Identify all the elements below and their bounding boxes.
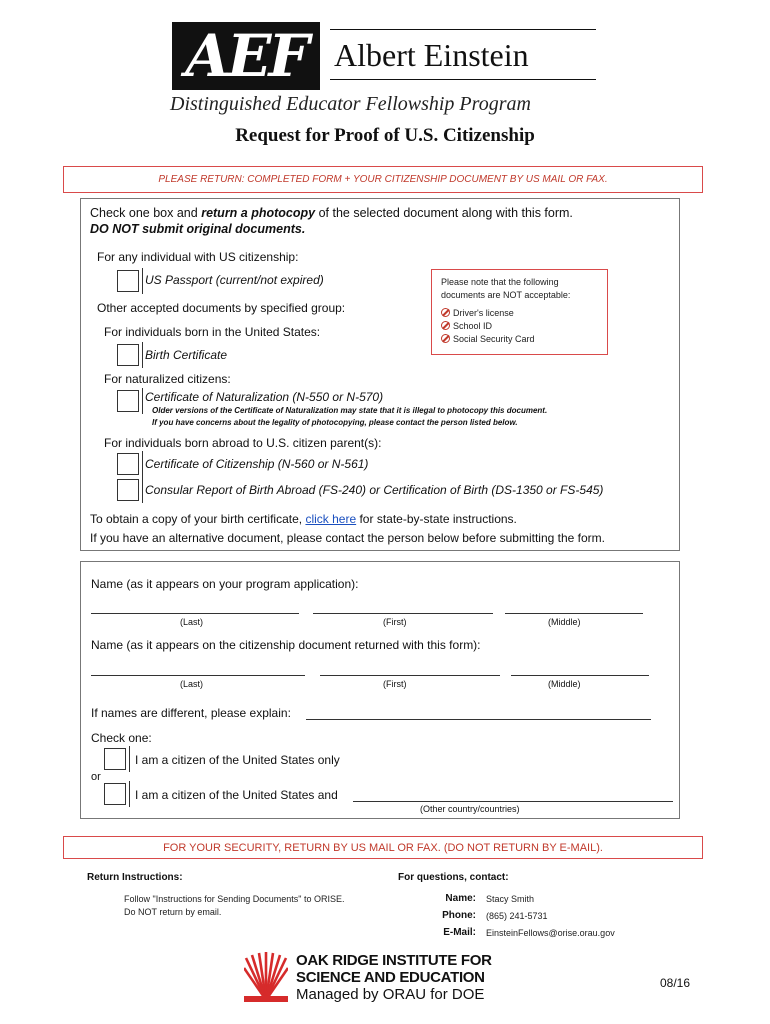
contact-name-label: Name: bbox=[445, 893, 476, 904]
contact-name-value: Stacy Smith bbox=[486, 894, 535, 904]
aef-logo: AEF bbox=[172, 22, 320, 90]
instruction-text-bold: return a photocopy bbox=[201, 206, 316, 220]
us-only-label: I am a citizen of the United States only bbox=[135, 753, 340, 767]
birth-certificate-checkbox[interactable] bbox=[117, 344, 139, 366]
us-passport-label: US Passport (current/not expired) bbox=[145, 273, 324, 287]
us-passport-checkbox[interactable] bbox=[117, 270, 139, 292]
other-country-label: (Other country/countries) bbox=[420, 804, 520, 814]
other-documents-heading: Other accepted documents by specified group: bbox=[97, 301, 346, 315]
name-program-label: Name (as it appears on your program application): bbox=[91, 577, 359, 591]
name-information-box bbox=[80, 561, 680, 819]
birth-certificate-copy-line bbox=[90, 512, 517, 526]
last-name-document-input[interactable] bbox=[91, 675, 305, 676]
naturalization-note-1: Older versions of the Certificate of Naturalization may state that it is illegal to photocopy this document. bbox=[152, 406, 548, 415]
first-name-program-input[interactable] bbox=[313, 613, 493, 614]
name-document-label: Name (as it appears on the citizenship document returned with this form): bbox=[91, 638, 481, 652]
consular-report-checkbox[interactable] bbox=[117, 479, 139, 501]
orise-name-line-2: SCIENCE AND EDUCATION bbox=[296, 969, 485, 986]
last-label: (Last) bbox=[180, 679, 204, 689]
divider bbox=[142, 477, 143, 503]
contact-heading: For questions, contact: bbox=[398, 872, 509, 883]
not-acceptable-drivers-license: Driver's license bbox=[453, 308, 514, 318]
note-intro-2: documents are NOT acceptable: bbox=[441, 290, 571, 300]
page-title: Request for Proof of U.S. Citizenship bbox=[235, 125, 535, 146]
born-us-heading: For individuals born in the United States: bbox=[104, 325, 321, 339]
instruction-line-1 bbox=[90, 206, 573, 220]
divider bbox=[129, 781, 130, 807]
us-only-checkbox[interactable] bbox=[104, 748, 126, 770]
program-subtitle: Distinguished Educator Fellowship Program bbox=[170, 93, 531, 115]
contact-phone-label: Phone: bbox=[442, 910, 476, 921]
check-one-label: Check one: bbox=[91, 731, 152, 745]
orise-managed-by: Managed by ORAU for DOE bbox=[296, 986, 485, 1003]
prohibited-icon bbox=[441, 334, 450, 343]
last-label: (Last) bbox=[180, 617, 204, 627]
naturalization-checkbox[interactable] bbox=[117, 390, 139, 412]
citizenship-certificate-label: Certificate of Citizenship (N-560 or N-561) bbox=[145, 457, 369, 471]
birth-certificate-label: Birth Certificate bbox=[145, 348, 228, 362]
state-instructions-link[interactable]: click here bbox=[305, 512, 357, 526]
contact-phone-value: (865) 241-5731 bbox=[486, 911, 548, 921]
instruction-text-c: of the selected document along with this form. bbox=[315, 206, 573, 220]
logo-rule-bottom bbox=[330, 79, 596, 80]
return-instructions-line-2: Do NOT return by email. bbox=[124, 907, 222, 917]
not-acceptable-item bbox=[441, 333, 607, 346]
copy-line-text-b: for state-by-state instructions. bbox=[356, 512, 517, 526]
consular-report-label: Consular Report of Birth Abroad (FS-240) or Certification of Birth (DS-1350 or FS-545) bbox=[145, 483, 604, 497]
first-label: (First) bbox=[383, 679, 407, 689]
contact-email-value[interactable]: EinsteinFellows@orise.orau.gov bbox=[486, 928, 615, 938]
not-acceptable-item bbox=[441, 320, 607, 333]
born-abroad-heading: For individuals born abroad to U.S. citizen parent(s): bbox=[104, 436, 382, 450]
contact-email-label: E-Mail: bbox=[443, 927, 476, 938]
middle-label: (Middle) bbox=[548, 617, 581, 627]
logo-name: Albert Einstein bbox=[334, 37, 529, 73]
logo-rule-top bbox=[330, 29, 596, 30]
not-acceptable-ssn-card: Social Security Card bbox=[453, 334, 535, 344]
middle-name-document-input[interactable] bbox=[511, 675, 649, 676]
naturalized-heading: For naturalized citizens: bbox=[104, 372, 231, 386]
last-name-program-input[interactable] bbox=[91, 613, 299, 614]
names-differ-label: If names are different, please explain: bbox=[91, 706, 291, 720]
no-originals-warning: DO NOT submit original documents. bbox=[90, 222, 306, 236]
note-intro-1: Please note that the following bbox=[441, 277, 559, 287]
middle-label: (Middle) bbox=[548, 679, 581, 689]
not-acceptable-item bbox=[441, 307, 607, 320]
naturalization-note-2: If you have concerns about the legality of photocopying, please contact the person listed below. bbox=[152, 418, 518, 427]
prohibited-icon bbox=[441, 321, 450, 330]
first-label: (First) bbox=[383, 617, 407, 627]
citizenship-certificate-checkbox[interactable] bbox=[117, 453, 139, 475]
form-date: 08/16 bbox=[660, 976, 691, 990]
return-instructions-heading: Return Instructions: bbox=[87, 872, 183, 883]
orau-sunburst-logo bbox=[244, 952, 288, 1002]
copy-line-text-a: To obtain a copy of your birth certificate, bbox=[90, 512, 306, 526]
or-label: or bbox=[91, 771, 101, 783]
not-acceptable-school-id: School ID bbox=[453, 321, 493, 331]
security-banner: FOR YOUR SECURITY, RETURN BY US MAIL OR FAX. (DO NOT RETURN BY E-MAIL). bbox=[63, 836, 703, 859]
please-return-banner: PLEASE RETURN: COMPLETED FORM + YOUR CITIZENSHIP DOCUMENT BY US MAIL OR FAX. bbox=[63, 166, 703, 193]
names-differ-explanation-input[interactable] bbox=[306, 719, 651, 720]
middle-name-program-input[interactable] bbox=[505, 613, 643, 614]
naturalization-label: Certificate of Naturalization (N-550 or N-570) bbox=[145, 390, 384, 404]
instruction-text-a: Check one box and bbox=[90, 206, 202, 220]
divider bbox=[142, 451, 143, 477]
prohibited-icon bbox=[441, 308, 450, 317]
dual-citizen-checkbox[interactable] bbox=[104, 783, 126, 805]
divider bbox=[142, 268, 143, 294]
dual-citizen-label: I am a citizen of the United States and bbox=[135, 788, 338, 802]
return-instructions-line-1: Follow "Instructions for Sending Documents" to ORISE. bbox=[124, 894, 345, 904]
alternative-document-line: If you have an alternative document, please contact the person below before submitting the form. bbox=[90, 531, 605, 545]
other-country-input[interactable] bbox=[353, 801, 673, 802]
first-name-document-input[interactable] bbox=[320, 675, 500, 676]
orise-name-line-1: OAK RIDGE INSTITUTE FOR bbox=[296, 952, 492, 969]
not-acceptable-note bbox=[431, 269, 608, 355]
us-citizenship-heading: For any individual with US citizenship: bbox=[97, 250, 299, 264]
divider bbox=[142, 388, 143, 414]
divider bbox=[129, 746, 130, 772]
divider bbox=[142, 342, 143, 368]
